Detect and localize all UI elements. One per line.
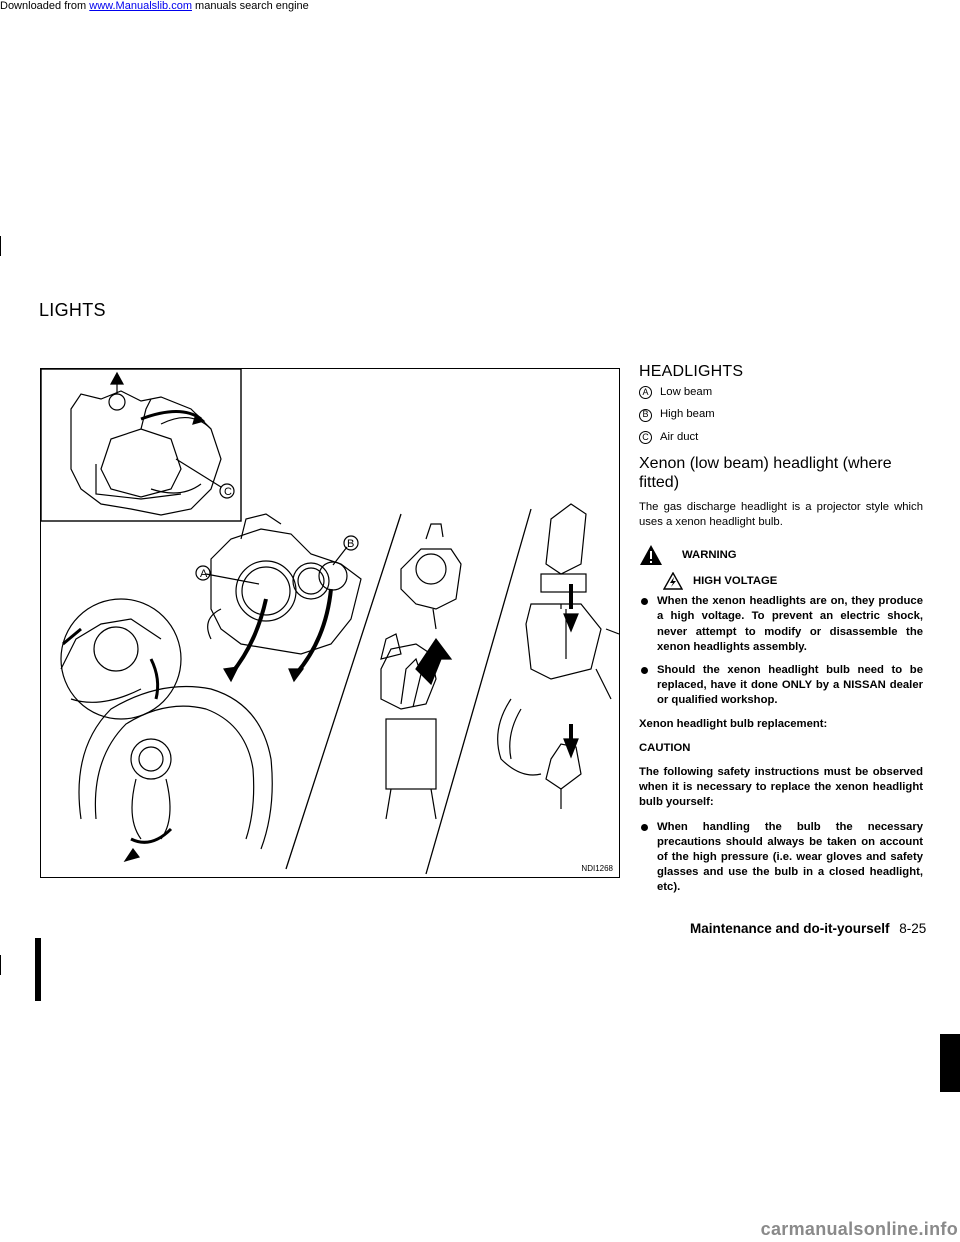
legend-text: High beam bbox=[660, 408, 715, 421]
margin-bar bbox=[35, 938, 41, 1001]
headlights-title: HEADLIGHTS bbox=[639, 363, 744, 380]
page-number: 8-25 bbox=[899, 921, 927, 936]
banner-suffix: manuals search engine bbox=[191, 0, 309, 12]
replacement-heading: Xenon headlight bulb replacement: bbox=[639, 717, 828, 730]
warning-item: When the xenon headlights are on, they produce a high voltage. To prevent an electric shock, never attempt to modify or disassemble the xenon headlights assembly. bbox=[639, 594, 923, 655]
caution-intro: The following safety instructions must be observed when it is necessary to replace the xenon headlight bulb yourself: bbox=[639, 766, 923, 809]
download-banner bbox=[0, 0, 309, 13]
warning-title: WARNING bbox=[682, 548, 737, 561]
banner-prefix: Downloaded from bbox=[0, 0, 87, 12]
high-voltage-label: HIGH VOLTAGE bbox=[693, 574, 778, 587]
page-footer bbox=[690, 921, 926, 936]
legend-text: Air duct bbox=[660, 430, 699, 443]
legend-badge-b: B bbox=[639, 409, 652, 422]
high-voltage-header bbox=[663, 572, 923, 590]
content-column bbox=[639, 364, 923, 904]
legend-row bbox=[639, 385, 923, 400]
headlight-diagram bbox=[41, 369, 620, 878]
crop-mark bbox=[0, 955, 1, 975]
section-heading: LIGHTS bbox=[39, 300, 106, 320]
caution-item: When handling the bulb the necessary precautions should always be taken on account of the high pressure (i.e. wear gloves and safety glasses and use the bulb in a closed headlight, etc). bbox=[639, 820, 923, 896]
manualslib-link[interactable]: www.Manualslib.com bbox=[89, 0, 192, 12]
legend-text: Low beam bbox=[660, 386, 713, 399]
legend-row bbox=[639, 407, 923, 422]
warning-list bbox=[639, 594, 923, 708]
xenon-subhead: Xenon (low beam) headlight (where fitted) bbox=[639, 454, 892, 491]
figure-label-c: C bbox=[224, 486, 232, 498]
caution-title: CAUTION bbox=[639, 741, 691, 754]
warning-item: Should the xenon headlight bulb need to be replaced, have it done ONLY by a NISSAN dealer or qualified workshop. bbox=[639, 663, 923, 709]
watermark: carmanualsonline.info bbox=[760, 1219, 958, 1239]
warning-icon bbox=[639, 544, 663, 566]
legend-badge-a: A bbox=[639, 386, 652, 399]
legend-row bbox=[639, 430, 923, 445]
warning-header bbox=[639, 544, 923, 566]
crop-mark bbox=[0, 236, 1, 256]
caution-list bbox=[639, 820, 923, 896]
figure-label-b: B bbox=[347, 538, 355, 550]
footer-section: Maintenance and do-it-yourself bbox=[690, 921, 890, 936]
figure-label-a: A bbox=[200, 568, 208, 580]
intro-paragraph: The gas discharge headlight is a projector style which uses a xenon headlight bulb. bbox=[639, 500, 923, 529]
legend-badge-c: C bbox=[639, 431, 652, 444]
high-voltage-icon bbox=[663, 572, 683, 590]
chapter-tab bbox=[940, 1034, 960, 1092]
headlight-illustration bbox=[40, 368, 620, 878]
figure-id: NDI1268 bbox=[581, 864, 613, 873]
